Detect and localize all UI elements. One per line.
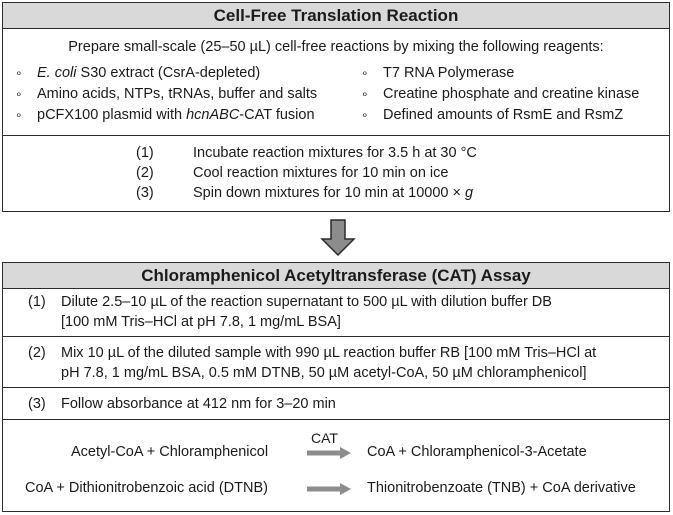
divider — [3, 419, 669, 420]
step-text: pH 7.8, 1 mg/mL BSA, 0.5 mM DTNB, 50 µM acetyl-CoA, 50 µM chloramphenicol] — [61, 365, 587, 381]
step-number: (3) — [28, 396, 46, 412]
bullet-icon: ∘ — [15, 66, 23, 80]
translation-intro: Prepare small-scale (25–50 µL) cell-free reactions by mixing the following reagents: — [68, 39, 604, 55]
divider — [3, 135, 669, 136]
reaction-reactants: Acetyl-CoA + Chloramphenicol — [71, 444, 269, 460]
reagent-item: Amino acids, NTPs, tRNAs, buffer and salts — [37, 86, 318, 102]
reaction-products: Thionitrobenzoate (TNB) + CoA derivative — [367, 480, 636, 496]
divider — [3, 336, 669, 337]
step-text: Mix 10 µL of the diluted sample with 990 µL reaction buffer RB [100 mM Tris–HCl at — [61, 345, 597, 361]
reaction-arrow-icon — [307, 483, 351, 495]
step-text: Cool reaction mixtures for 10 min on ice — [193, 165, 449, 181]
reaction-products: CoA + Chloramphenicol-3-Acetate — [367, 444, 587, 460]
step-text: Dilute 2.5–10 µL of the reaction supernatant to 500 µL with dilution buffer DB — [61, 294, 552, 310]
step-number: (2) — [136, 165, 154, 181]
reagent-item: Defined amounts of RsmE and RsmZ — [383, 107, 624, 123]
step-number: (2) — [28, 345, 46, 361]
bullet-icon: ∘ — [361, 66, 369, 80]
reagent-item: pCFX100 plasmid with hcnABC-CAT fusion — [37, 107, 315, 123]
reaction-reactants: CoA + Dithionitrobenzoic acid (DTNB) — [25, 480, 268, 496]
bullet-icon: ∘ — [361, 87, 369, 101]
step-text: Incubate reaction mixtures for 3.5 h at 30 °C — [193, 145, 477, 161]
enzyme-label: CAT — [311, 430, 338, 446]
step-text: Spin down mixtures for 10 min at 10000 × g — [193, 185, 474, 201]
step-text: Follow absorbance at 412 nm for 3–20 min — [61, 396, 336, 412]
reagent-item: E. coli S30 extract (CsrA-depleted) — [37, 65, 261, 81]
step-number: (3) — [136, 185, 154, 201]
step-text: [100 mM Tris–HCl at pH 7.8, 1 mg/mL BSA] — [61, 314, 341, 330]
bullet-icon: ∘ — [15, 87, 23, 101]
bullet-icon: ∘ — [361, 108, 369, 122]
step-number: (1) — [28, 294, 46, 310]
bullet-icon: ∘ — [15, 108, 23, 122]
step-number: (1) — [136, 145, 154, 161]
translation-title: Cell-Free Translation Reaction — [3, 3, 669, 29]
down-arrow-icon — [320, 219, 356, 257]
assay-title: Chloramphenicol Acetyltransferase (CAT) Assay — [3, 263, 669, 289]
reaction-arrow-icon — [307, 447, 351, 459]
cat-assay-panel — [2, 262, 670, 512]
divider — [3, 387, 669, 388]
translation-panel — [2, 2, 670, 212]
reagent-item: T7 RNA Polymerase — [383, 65, 515, 81]
reagent-item: Creatine phosphate and creatine kinase — [383, 86, 640, 102]
